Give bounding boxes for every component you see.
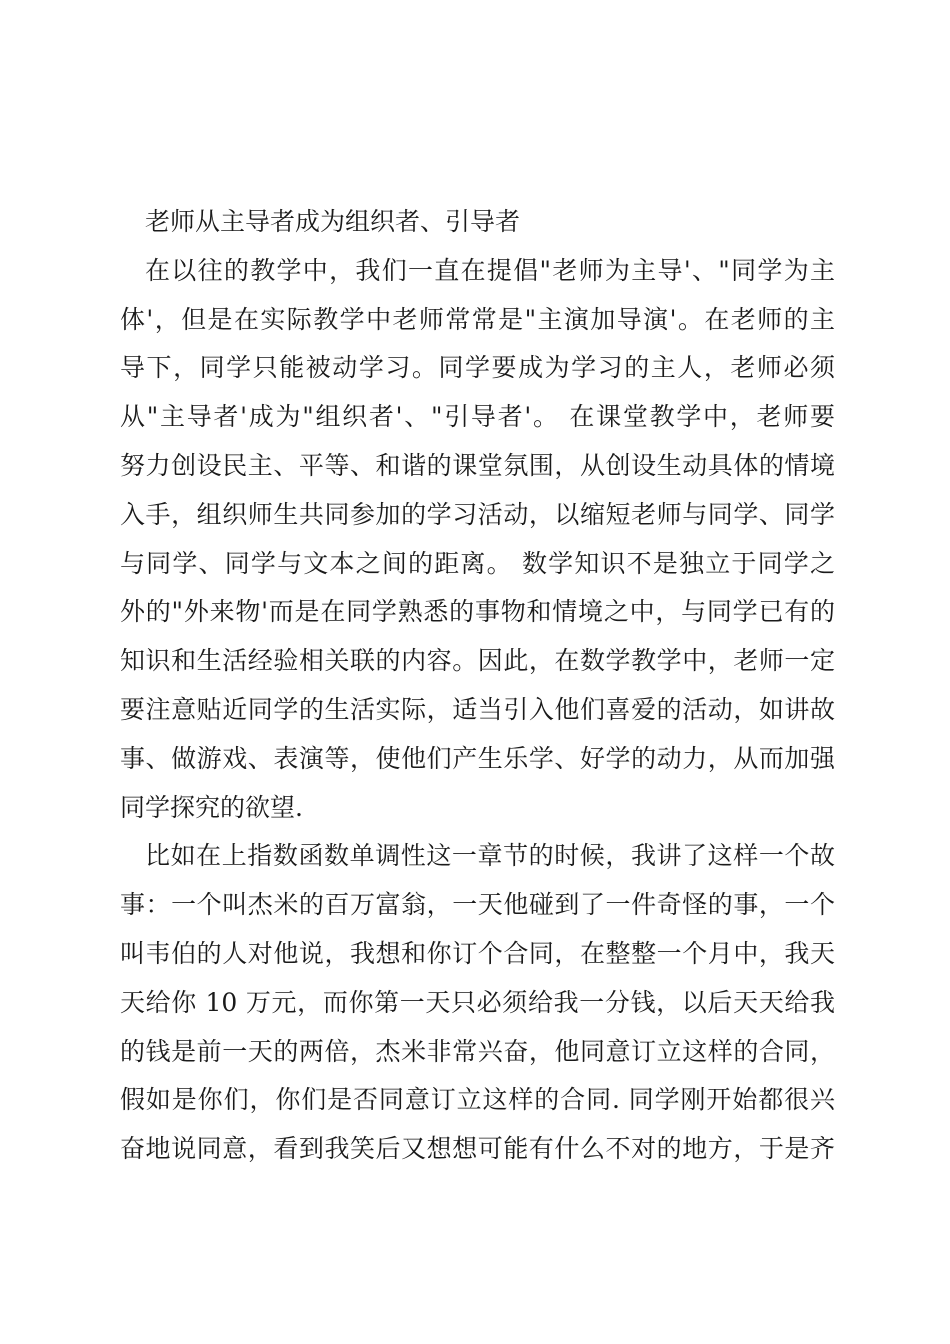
- paragraph-line: 努力创设民主、平等、和谐的课堂氛围，从创设生动具体的情境: [120, 450, 835, 480]
- paragraph-line: 外的"外来物'而是在同学熟悉的事物和情境之中，与同学已有的: [120, 597, 835, 627]
- paragraph-line: 与同学、同学与文本之间的距离。 数学知识不是独立于同学之: [120, 548, 835, 578]
- paragraph-line: 的钱是前一天的两倍，杰米非常兴奋，他同意订立这样的合同，: [120, 1036, 835, 1066]
- paragraph-line: 叫韦伯的人对他说，我想和你订个合同，在整整一个月中，我天: [120, 938, 835, 968]
- paragraph-line: 奋地说同意，看到我笑后又想想可能有什么不对的地方，于是齐: [120, 1134, 835, 1164]
- paragraph-line: 天给你 10 万元，而你第一天只必须给我一分钱，以后天天给我: [120, 987, 835, 1017]
- section-heading: 老师从主导者成为组织者、引导者: [145, 207, 521, 236]
- paragraph-line: 事、做游戏、表演等，使他们产生乐学、好学的动力，从而加强: [120, 743, 835, 773]
- paragraph-line: 同学探究的欲望.: [120, 792, 303, 822]
- paragraph-line: 知识和生活经验相关联的内容。因此，在数学教学中，老师一定: [120, 646, 835, 676]
- paragraph-line: 事：一个叫杰米的百万富翁，一天他碰到了一件奇怪的事，一个: [120, 890, 835, 920]
- paragraph-line: 从"主导者'成为"组织者'、"引导者'。 在课堂教学中，老师要: [120, 402, 835, 432]
- paragraph-line: 要注意贴近同学的生活实际，适当引入他们喜爱的活动，如讲故: [120, 694, 835, 724]
- document-body: [120, 198, 835, 1174]
- paragraph-line: 在以往的教学中，我们一直在提倡"老师为主导'、"同学为主: [145, 255, 835, 285]
- paragraph-line: 比如在上指数函数单调性这一章节的时候，我讲了这样一个故: [145, 841, 835, 871]
- paragraph-line: 假如是你们，你们是否同意订立这样的合同. 同学刚开始都很兴: [120, 1085, 835, 1115]
- paragraph-line: 体'，但是在实际教学中老师常常是"主演加导演'。在老师的主: [120, 304, 835, 334]
- paragraph-line: 入手，组织师生共同参加的学习活动，以缩短老师与同学、同学: [120, 499, 835, 529]
- paragraph-line: 导下，同学只能被动学习。同学要成为学习的主人，老师必须: [120, 353, 835, 383]
